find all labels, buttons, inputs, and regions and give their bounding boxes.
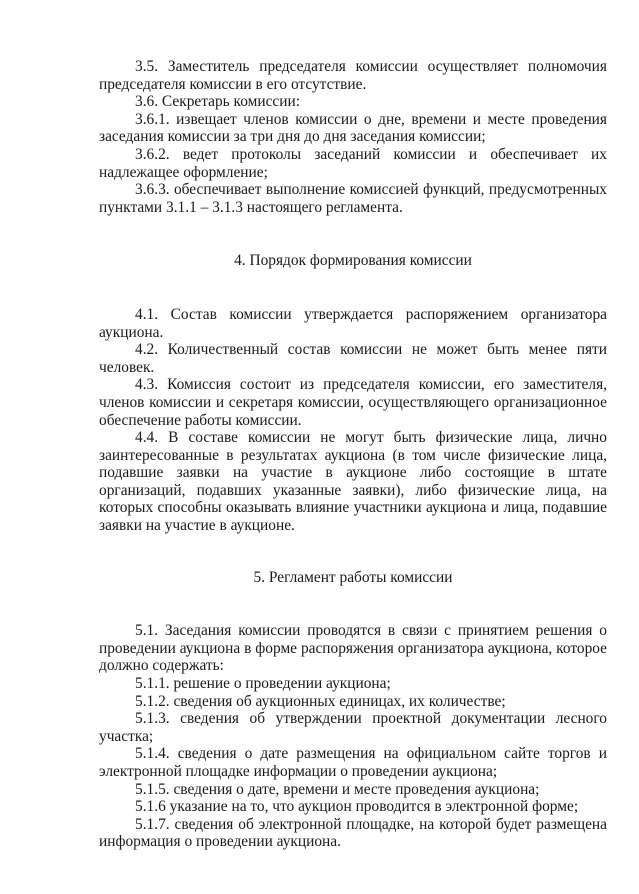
paragraph-3-6-2: 3.6.2. ведет протоколы заседаний комиссии и обеспечивает их надлежащее оформление; xyxy=(99,145,607,181)
paragraph-5-1-3: 5.1.3. сведения об утверждении проектной документации лесного участка; xyxy=(99,710,607,745)
section-4-heading: 4. Порядок формирования комиссии xyxy=(234,252,472,270)
paragraph-4-2: 4.2. Количественный состав комиссии не может быть менее пяти человек. xyxy=(99,341,607,376)
paragraph-5-1-7: 5.1.7. сведения об электронной площадке, на которой будет размещена информация о проведении аукциона. xyxy=(99,815,607,851)
paragraph-4-4: 4.4. В составе комиссии не могут быть физические лица, лично заинтересованные в результатах аукциона (в том числе физические лица, подавшие заявки на участие в аукционе либо состоящие в штате организаций, подавших указанные заявки), либо физические лица, на которых способны оказывать влияние участники аукциона и лица, подавшие заявки на участие в аукционе. xyxy=(99,429,607,535)
paragraph-5-1: 5.1. Заседания комиссии проводятся в связи с принятием решения о проведении аукциона в форме распоряжения организатора аукциона, которое должно содержать: xyxy=(99,622,607,675)
paragraph-3-6-1: 3.6.1. извещает членов комиссии о дне, времени и месте проведения заседания комиссии за три дня до дня заседания комиссии; xyxy=(99,110,607,146)
document-page xyxy=(99,58,607,851)
paragraph-3-6-3: 3.6.3. обеспечивает выполнение комиссией функций, предусмотренных пунктами 3.1.1 – 3.1.3 настоящего регламента. xyxy=(99,181,607,216)
paragraph-4-3: 4.3. Комиссия состоит из председателя комиссии, его заместителя, членов комиссии и секретаря комиссии, осуществляющего организационное обеспечение работы комиссии. xyxy=(99,376,607,429)
paragraph-4-1: 4.1. Состав комиссии утверждается распоряжением организатора аукциона. xyxy=(99,305,607,341)
section-5-heading: 5. Регламент работы комиссии xyxy=(253,568,453,586)
paragraph-5-1-6: 5.1.6 указание на то, что аукцион проводится в электронной форме; xyxy=(135,798,579,816)
paragraph-3-6: 3.6. Секретарь комиссии: xyxy=(135,93,301,111)
paragraph-5-1-1: 5.1.1. решение о проведении аукциона; xyxy=(135,675,391,693)
paragraph-5-1-5: 5.1.5. сведения о дате, времени и месте проведения аукциона; xyxy=(135,780,540,798)
paragraph-5-1-4: 5.1.4. сведения о дате размещения на официальном сайте торгов и электронной площадке информации о проведении аукциона; xyxy=(99,745,607,780)
paragraph-3-5: 3.5. Заместитель председателя комиссии осуществляет полномочия председателя комиссии в его отсутствие. xyxy=(99,58,607,93)
paragraph-5-1-2: 5.1.2. сведения об аукционных единицах, их количестве; xyxy=(135,692,506,710)
